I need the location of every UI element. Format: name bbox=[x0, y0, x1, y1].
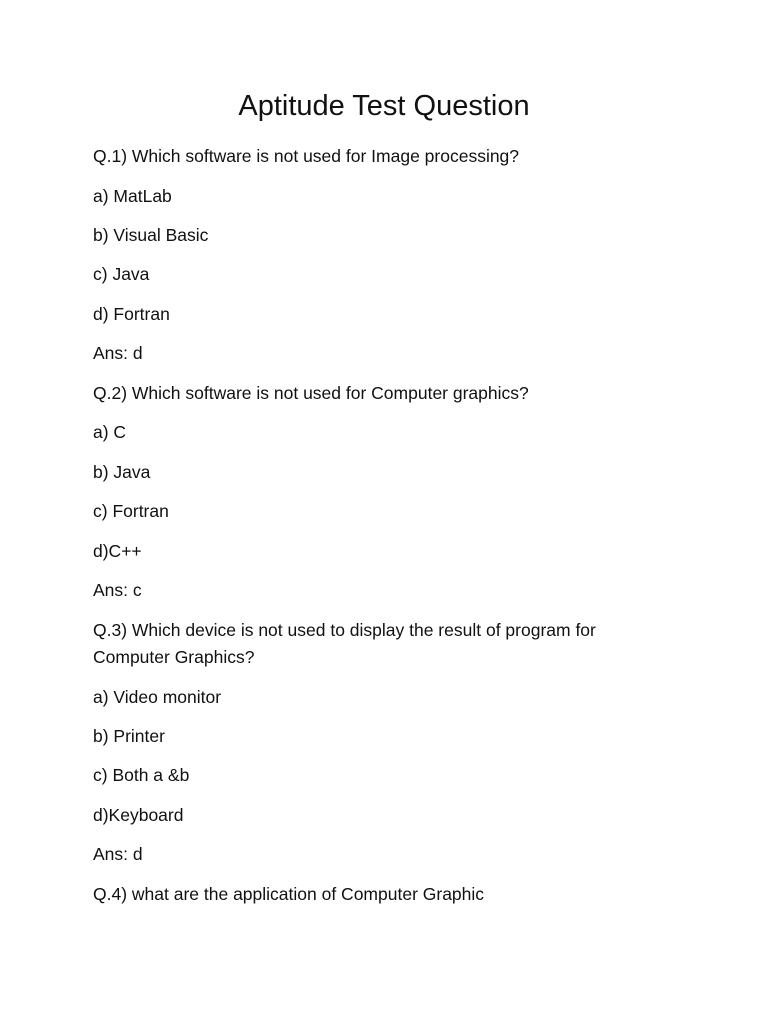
question-4: Q.4) what are the application of Computer Graphic bbox=[93, 884, 485, 904]
q1-option-c: c) Java bbox=[93, 264, 150, 284]
q2-option-a: a) C bbox=[93, 422, 127, 442]
q2-answer: Ans: c bbox=[93, 580, 142, 600]
q3-option-b: b) Printer bbox=[93, 726, 165, 746]
q1-option-d: d) Fortran bbox=[93, 304, 170, 324]
q1-option-a: a) MatLab bbox=[93, 186, 172, 206]
q3-answer: Ans: d bbox=[93, 844, 143, 864]
q2-option-b: b) Java bbox=[93, 462, 151, 482]
q1-answer: Ans: d bbox=[93, 343, 143, 363]
question-1: Q.1) Which software is not used for Image processing? bbox=[93, 146, 520, 166]
question-3-line-2: Computer Graphics? bbox=[93, 647, 255, 667]
question-2: Q.2) Which software is not used for Computer graphics? bbox=[93, 383, 529, 403]
q2-option-d: d)C++ bbox=[93, 541, 142, 561]
q1-option-b: b) Visual Basic bbox=[93, 225, 209, 245]
page-title: Aptitude Test Question bbox=[238, 90, 530, 122]
q3-option-c: c) Both a &b bbox=[93, 765, 190, 785]
q3-option-d: d)Keyboard bbox=[93, 805, 184, 825]
q2-option-c: c) Fortran bbox=[93, 501, 169, 521]
q3-option-a: a) Video monitor bbox=[93, 687, 222, 707]
question-3-line-1: Q.3) Which device is not used to display the result of program for bbox=[93, 620, 596, 640]
